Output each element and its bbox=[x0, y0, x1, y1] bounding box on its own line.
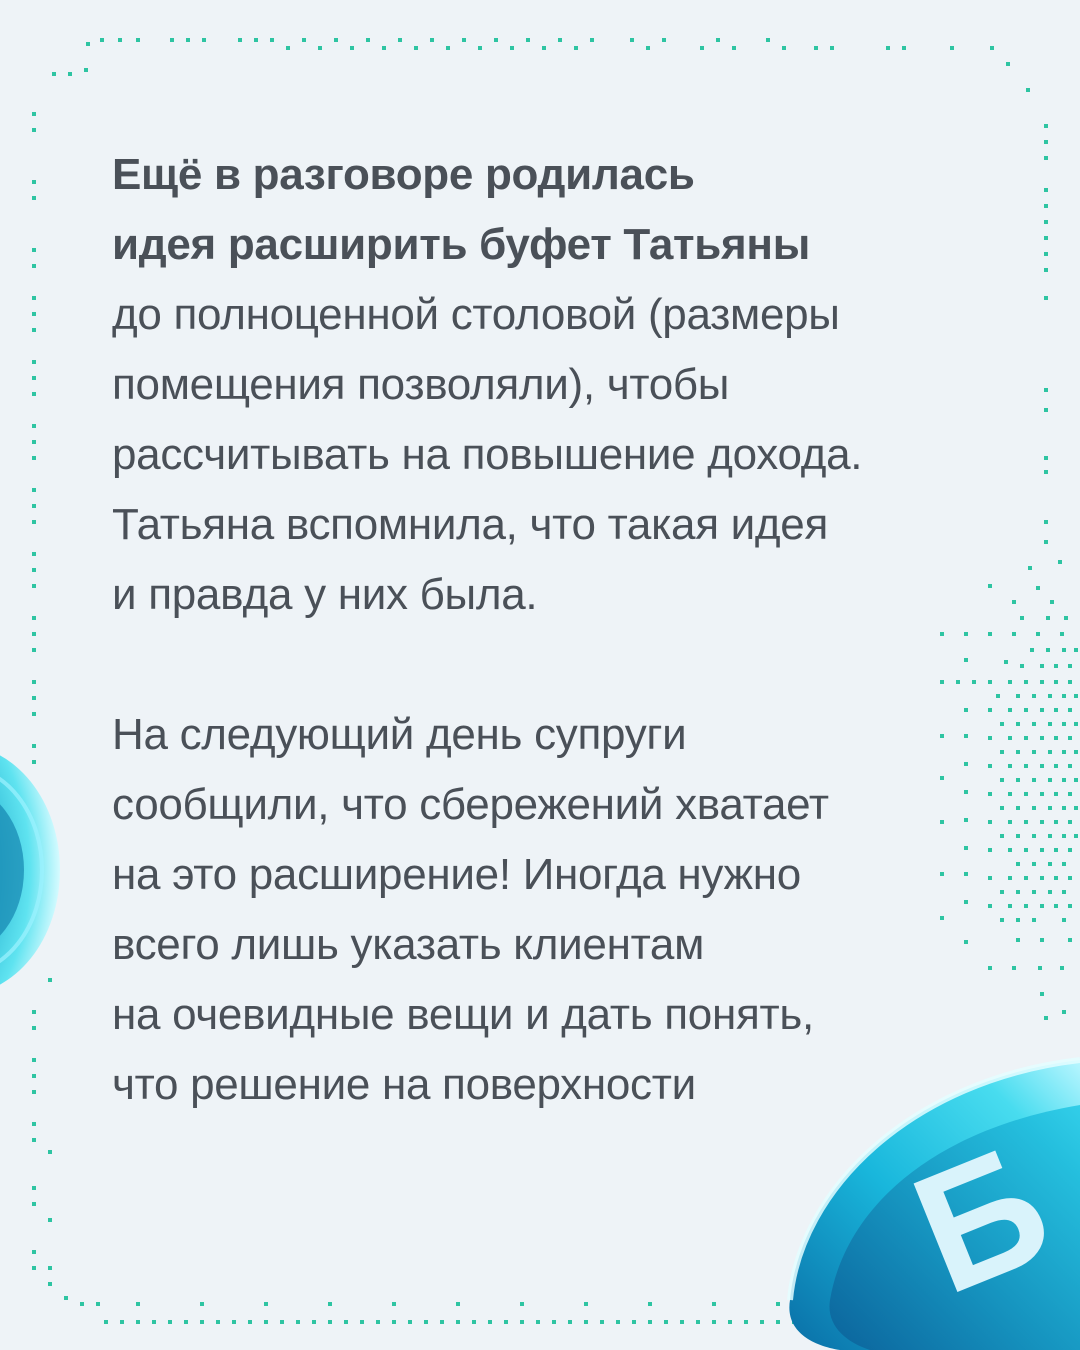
text-line: до полноценной столовой (размеры bbox=[112, 290, 840, 339]
text-line: и правда у них была. bbox=[112, 570, 538, 619]
right-dots bbox=[1028, 124, 1062, 570]
text-line: что решение на поверхности bbox=[112, 1060, 696, 1109]
text-line: Татьяна вспомнила, что такая идея bbox=[112, 500, 828, 549]
glass-disc-decoration bbox=[0, 740, 70, 1000]
text-line: всего лишь указать клиентам bbox=[112, 920, 705, 969]
text-line: помещения позволяли), чтобы bbox=[112, 360, 730, 409]
paragraph-1 bbox=[112, 140, 972, 630]
text-line: сообщили, что сбережений хватает bbox=[112, 780, 829, 829]
body-text bbox=[112, 140, 972, 1120]
paragraph-2 bbox=[112, 700, 972, 1120]
text-line: на это расширение! Иногда нужно bbox=[112, 850, 801, 899]
text-line: рассчитывать на повышение дохода. bbox=[112, 430, 863, 479]
paragraph-gap bbox=[112, 630, 972, 700]
lead-line-1: Ещё в разговоре родилась bbox=[112, 150, 695, 199]
lead-line-2: идея расширить буфет Татьяны bbox=[112, 220, 810, 269]
left-dots bbox=[32, 112, 68, 1300]
logo-letter: Б bbox=[889, 1108, 1075, 1331]
text-line: На следующий день супруги bbox=[112, 710, 687, 759]
bottom-dots bbox=[80, 1302, 828, 1324]
top-dots bbox=[52, 38, 1030, 92]
text-line: на очевидные вещи и дать понять, bbox=[112, 990, 814, 1039]
